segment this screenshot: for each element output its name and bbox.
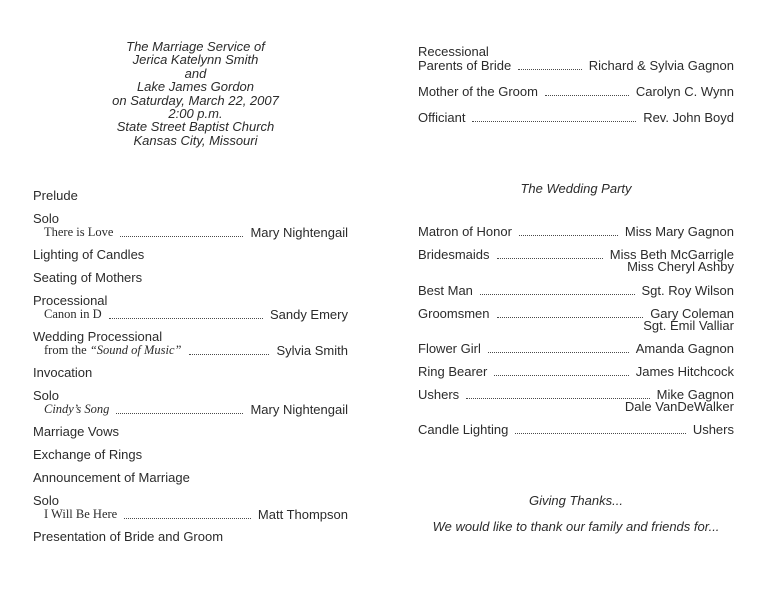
entry-sub-row	[33, 403, 348, 416]
party-member-name: Sgt. Emil Valliar	[643, 318, 734, 333]
party-role-label: Flower Girl	[418, 341, 481, 356]
party-member-name: Mike Gagnon	[656, 387, 734, 402]
dotted-leader	[466, 398, 649, 399]
party-member-name: Miss Cheryl Ashby	[627, 259, 734, 274]
party-member-name: Miss Beth McGarrigle	[609, 247, 734, 262]
officials-row-value: Richard & Sylvia Gagnon	[588, 58, 734, 73]
entry-title: Announcement of Marriage	[33, 470, 190, 485]
program-entry	[33, 530, 348, 544]
dotted-leader	[494, 375, 628, 376]
officials-row	[418, 111, 734, 124]
dotted-leader	[488, 352, 629, 353]
officials-row-label: Parents of Bride	[418, 58, 512, 73]
dotted-leader	[109, 318, 263, 319]
program-entry	[33, 471, 348, 485]
entry-title: Marriage Vows	[33, 424, 119, 439]
officials-row-value: Carolyn C. Wynn	[635, 84, 734, 99]
party-member-name: Ushers	[692, 422, 734, 437]
dotted-leader	[519, 235, 618, 236]
party-member-name: Sgt. Roy Wilson	[641, 283, 734, 298]
party-group	[418, 284, 734, 297]
entry-title: Lighting of Candles	[33, 247, 145, 262]
party-row	[418, 342, 734, 355]
party-member-name: Dale VanDeWalker	[624, 399, 734, 414]
party-group	[418, 225, 734, 238]
party-group	[418, 248, 734, 273]
entry-title: Prelude	[33, 188, 78, 203]
performer-name: Matt Thompson	[257, 507, 348, 522]
party-row	[418, 423, 734, 436]
program-entry	[33, 271, 348, 285]
piece-prefix: from the	[44, 343, 90, 357]
party-member-name: Amanda Gagnon	[635, 341, 734, 356]
piece-name: There is Love	[44, 225, 114, 239]
dotted-leader	[518, 69, 582, 70]
program-entry	[33, 389, 348, 416]
party-role-label: Candle Lighting	[418, 422, 509, 437]
program-entry	[33, 448, 348, 462]
giving-thanks-message: We would like to thank our family and friends for...	[432, 519, 720, 534]
entry-sub-row	[33, 508, 348, 521]
entry-sub-row	[33, 308, 348, 321]
giving-thanks-section	[418, 494, 734, 534]
entry-title: Solo	[33, 211, 60, 226]
dotted-leader	[515, 433, 685, 434]
wedding-party-title: The Wedding Party	[520, 181, 632, 196]
officials-section	[418, 45, 734, 124]
dotted-leader	[497, 317, 644, 318]
header-line: Kansas City, Missouri	[133, 132, 258, 148]
order-of-service	[33, 189, 348, 553]
party-role-label: Ushers	[418, 387, 460, 402]
officials-row	[418, 85, 734, 98]
dotted-leader	[189, 354, 270, 355]
performer-name: Sylvia Smith	[276, 343, 348, 358]
header-line: Jerica Katelynn Smith	[132, 52, 259, 68]
party-member-name: Gary Coleman	[650, 306, 734, 321]
officials-row-label: Officiant	[418, 110, 466, 125]
program-entry	[33, 248, 348, 262]
program-entry	[33, 212, 348, 239]
piece-title: “Sound of Music”	[89, 343, 182, 357]
program-entry	[33, 425, 348, 439]
program-entry	[33, 294, 348, 321]
entry-title: Presentation of Bride and Groom	[33, 529, 224, 544]
header-line: Lake James Gordon	[136, 79, 255, 95]
party-group	[418, 365, 734, 378]
header-line: 2:00 p.m.	[168, 106, 223, 122]
ceremony-header	[38, 40, 353, 147]
entry-sub-row	[33, 226, 348, 239]
party-role-label: Best Man	[418, 283, 473, 298]
performer-name: Sandy Emery	[269, 307, 348, 322]
dotted-leader	[120, 236, 243, 237]
party-row	[418, 365, 734, 378]
party-group	[418, 342, 734, 355]
party-role-label: Matron of Honor	[418, 224, 512, 239]
entry-title: Processional	[33, 293, 108, 308]
piece-name: Cindy’s Song	[44, 402, 110, 416]
dotted-leader	[497, 258, 603, 259]
program-entry	[33, 330, 348, 357]
officials-row	[418, 59, 734, 72]
dotted-leader	[545, 95, 629, 96]
dotted-leader	[480, 294, 635, 295]
dotted-leader	[116, 413, 243, 414]
program-entry	[33, 494, 348, 521]
dotted-leader	[124, 518, 251, 519]
entry-title: Solo	[33, 493, 60, 508]
entry-title: Wedding Processional	[33, 329, 163, 344]
header-line: The Marriage Service of	[126, 39, 265, 54]
giving-thanks-heading: Giving Thanks...	[529, 493, 623, 508]
entry-title: Solo	[33, 388, 60, 403]
piece-name: I Will Be Here	[44, 507, 118, 521]
officials-row-label: Mother of the Groom	[418, 84, 538, 99]
program-entry	[33, 366, 348, 380]
performer-name: Mary Nightengail	[250, 402, 348, 417]
header-line: on Saturday, March 22, 2007	[112, 92, 279, 108]
program-entry	[33, 189, 348, 203]
party-member-name: Miss Mary Gagnon	[624, 224, 734, 239]
party-group	[418, 388, 734, 413]
piece-name	[44, 344, 182, 357]
party-group	[418, 307, 734, 332]
entry-title: Exchange of Rings	[33, 447, 143, 462]
wedding-party-section	[418, 182, 734, 446]
party-role-label: Groomsmen	[418, 306, 490, 321]
recessional-label: Recessional	[418, 44, 489, 59]
entry-title: Invocation	[33, 365, 93, 380]
performer-name: Mary Nightengail	[250, 225, 348, 240]
party-row	[418, 225, 734, 238]
entry-title: Seating of Mothers	[33, 270, 143, 285]
party-role-label: Bridesmaids	[418, 247, 490, 262]
header-line: State Street Baptist Church	[116, 119, 275, 135]
party-member-name: James Hitchcock	[635, 364, 734, 379]
header-line: and	[184, 65, 207, 81]
entry-sub-row	[33, 344, 348, 357]
party-role-label: Ring Bearer	[418, 364, 488, 379]
dotted-leader	[472, 121, 636, 122]
party-row	[418, 284, 734, 297]
officials-row-value: Rev. John Boyd	[643, 110, 734, 125]
piece-name: Canon in D	[44, 307, 102, 321]
party-group	[418, 423, 734, 436]
